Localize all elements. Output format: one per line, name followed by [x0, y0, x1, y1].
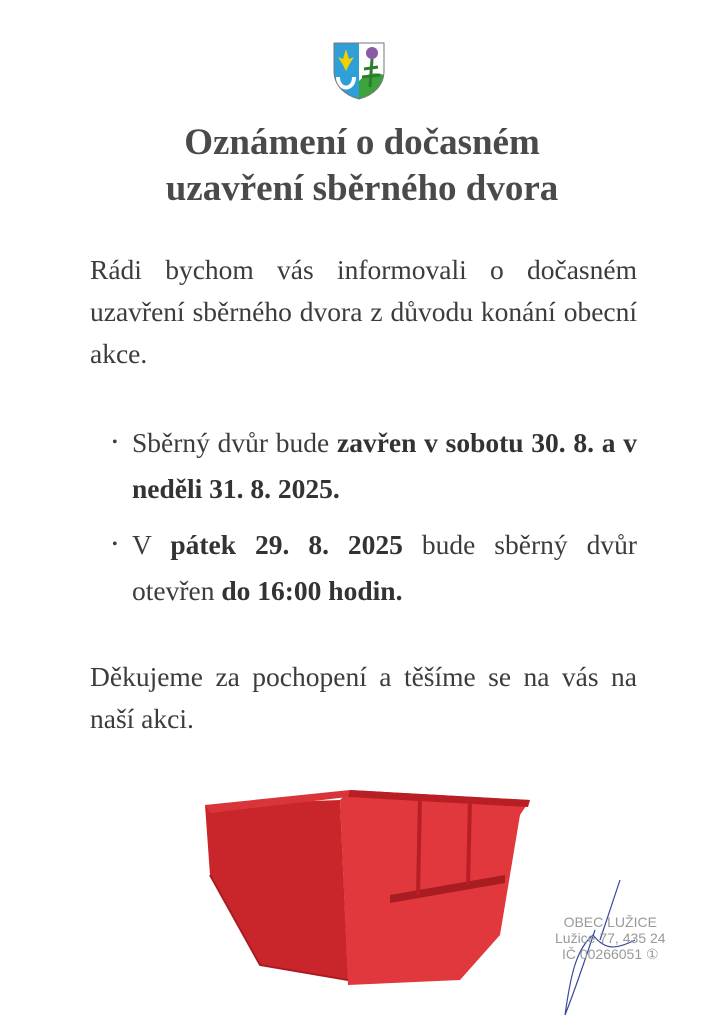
stamp-line-1: OBEC LUŽICE	[563, 914, 657, 930]
waste-container-image	[200, 785, 535, 990]
list-item	[90, 522, 637, 614]
intro-paragraph: Rádi bychom vás informovali o dočasném uzavření sběrného dvora z důvodu konání obecní akce.	[90, 254, 637, 369]
official-stamp	[555, 914, 666, 962]
bold-text: do 16:00 hodin.	[221, 575, 403, 606]
title-line-2: uzavření sběrného dvora	[165, 168, 559, 209]
page-title	[0, 120, 724, 212]
text: Sběrný dvůr bude	[132, 427, 337, 458]
stamp-line-2: Lužice 77, 435 24	[555, 930, 666, 946]
title-line-1: Oznámení o dočasném	[184, 122, 540, 163]
list-item	[90, 420, 637, 512]
bold-text: zavřen v sobotu 30. 8. a v neděli 31. 8. 2025.	[132, 427, 637, 504]
text: bude sběrný dvůr otevřen	[132, 529, 637, 606]
text: V	[132, 529, 171, 560]
bold-text: pátek 29. 8. 2025	[170, 529, 403, 560]
coat-of-arms-icon	[332, 41, 386, 101]
info-list	[90, 420, 637, 624]
closing-paragraph: Děkujeme za pochopení a těšíme se na vás na naší akci.	[90, 661, 637, 734]
stamp-line-3: IČ 00266051 ①	[561, 946, 659, 962]
